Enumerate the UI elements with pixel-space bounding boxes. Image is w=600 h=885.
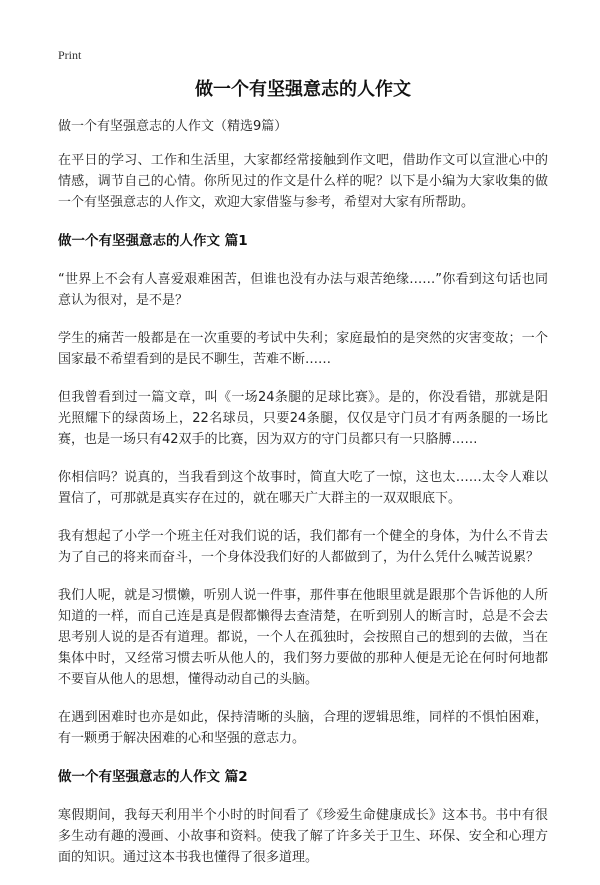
- section-heading-2: 做一个有坚强意志的人作文 篇2: [58, 769, 248, 785]
- section-1-paragraph-7: 在遇到困难时也亦是如此，保持清晰的头脑，合理的逻辑思维，同样的不惧怕困难，有一颗勇于解决困难的心和坚强的意志力。: [58, 710, 548, 746]
- print-link[interactable]: Print: [58, 48, 82, 62]
- section-1-paragraph-6: 我们人呢，就是习惯懒，听别人说一件事，那件事在他眼里就是跟那个告诉他的人所知道的一样，而自己连是真是假都懒得去查清楚，在听到别人的断言时，总是不会去思考别人说的是否有道理。都说，一个人在孤独时，会按照自己的想到的去做，当在集体中时，又经常习惯去听从他人的，我们努力要做的那种人便是无论在何时何地都不要盲从他人的思想，懂得动动自己的头脑。: [58, 588, 548, 687]
- section-heading-1: 做一个有坚强意志的人作文 篇1: [58, 233, 248, 249]
- section-1-paragraph-4: 你相信吗？说真的，当我看到这个故事时，简直大吃了一惊，这也太……太令人难以置信了，可那就是真实存在过的，就在哪天广大群主的一双双眼底下。: [58, 470, 548, 506]
- article-subtitle: 做一个有坚强意志的人作文（精选9篇）: [58, 119, 288, 134]
- article-title: 做一个有坚强意志的人作文: [195, 79, 411, 100]
- article-body: [58, 150, 548, 885]
- intro-paragraph: 在平日的学习、工作和生活里，大家都经常接触到作文吧，借助作文可以宣泄心中的情感，调节自己的心情。你所见过的作文是什么样的呢？以下是小编为大家收集的做一个有坚强意志的人作文，欢迎大家借鉴与参考，希望对大家有所帮助。: [58, 153, 548, 210]
- section-1-paragraph-2: 学生的痛苦一般都是在一次重要的考试中失利；家庭最怕的是突然的灾害变故；一个国家最不希望看到的是民不聊生，苦难不断……: [58, 331, 548, 367]
- section-2-paragraph-1: 寒假期间，我每天利用半个小时的时间看了《珍爱生命健康成长》这本书。书中有很多生动有趣的漫画、小故事和资料。使我了解了许多关于卫生、环保、安全和心理方面的知识。通过这本书我也懂得了很多道理。: [58, 808, 548, 865]
- section-1-paragraph-5: 我有想起了小学一个班主任对我们说的话，我们都有一个健全的身体，为什么不肯去为了自己的将来而奋斗，一个身体没我们好的人都做到了，为什么凭什么喊苦说累？: [58, 529, 548, 565]
- section-1-paragraph-3: 但我曾看到过一篇文章，叫《一场24条腿的足球比赛》。是的，你没看错，那就是阳光照耀下的绿茵场上，22名球员，只要24条腿，仅仅是守门员才有两条腿的一场比赛，也是一场只有42双手的比赛，因为双方的守门员都只有一只胳膊……: [58, 390, 548, 447]
- section-1-paragraph-1: “世界上不会有人喜爱艰难困苦，但谁也没有办法与艰苦绝缘……”你看到这句话也同意认为很对，是不是？: [58, 272, 548, 308]
